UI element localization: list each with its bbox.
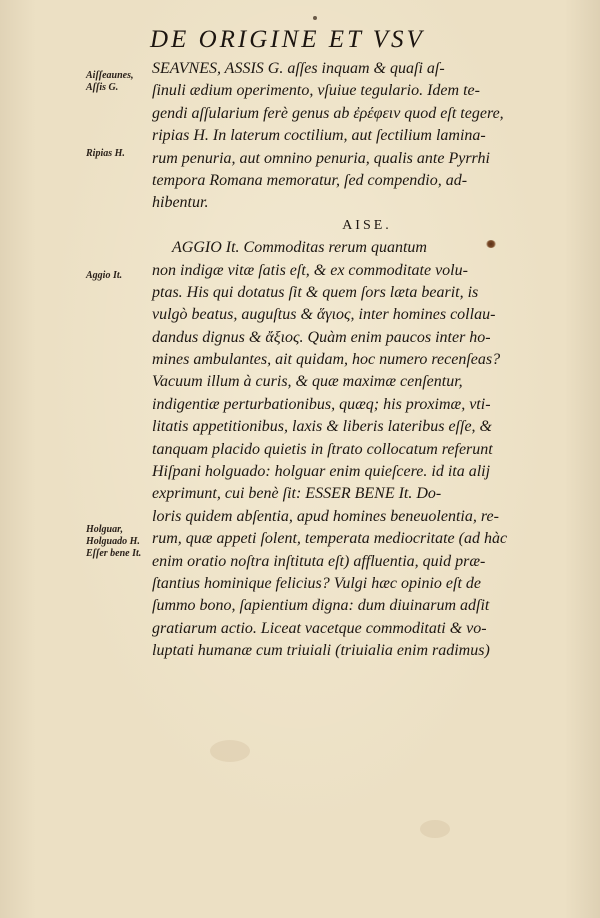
margin-note-holguar <box>86 524 156 560</box>
text-line: dandus dignus & ἄξιος. Quàm enim paucos inter ho- <box>152 328 491 346</box>
text-line: SEAVNES, ASSIS G. aſſes inquam & quaſi aſ- <box>152 60 445 77</box>
text-line: Hiſpani holguado: holguar enim quieſcere. id ita alij <box>152 463 491 481</box>
text-line: gratiarum actio. Liceat vacetque commoditati & vo- <box>152 619 487 637</box>
text-line: ptas. His qui dotatus ſit & quem ſors læta bearit, is <box>152 283 479 301</box>
text-line: indigentiæ perturbationibus, quæq; his proximæ, vti- <box>152 395 491 413</box>
text-line: mines ambulantes, ait quidam, hoc numero recenſeas? <box>152 351 501 369</box>
text-line: rum, quæ appeti ſolent, temperata mediocritate (ad hàc <box>152 530 508 548</box>
body-text <box>152 58 562 663</box>
text-line: tanquam placido quietis in ſtrato collocatum referunt <box>152 440 493 458</box>
text-line: tempora Romana memoratur, ſed compendio, ad- <box>152 171 468 189</box>
section-heading: AISE. <box>342 217 392 233</box>
margin-note-line: Aggio It. <box>86 270 123 281</box>
margin-note-line: Aiſſeaunes, <box>86 70 134 81</box>
text-line: ſummo bono, ſapientium digna: dum diuinarum adſit <box>152 597 490 615</box>
margin-note-line: Ripias H. <box>86 148 125 159</box>
text-line: exprimunt, cui benè ſit: ESSER BENE It. Do- <box>152 485 442 503</box>
text-line: vulgò beatus, auguſtus & ἅγιος, inter homines collau- <box>152 306 496 324</box>
margin-note-line: Holguado H. <box>86 536 140 547</box>
text-line: hibentur. <box>152 194 209 212</box>
margin-note-aisseaunes <box>86 70 156 94</box>
margin-note-line: Aſſis G. <box>86 82 119 93</box>
text-line: ſtantius hominique felicius? Vulgi hæc opinio eſt de <box>152 574 481 592</box>
margin-note-aggio <box>86 270 156 282</box>
text-line: ſinuli ædium operimento, vſuiue tegulario. Idem te- <box>152 82 480 100</box>
text-line: luptati humanæ cum triuiali (triuialia enim radimus) <box>152 642 490 660</box>
margin-note-ripias <box>86 148 156 160</box>
ink-dot <box>313 16 317 20</box>
running-head: DE ORIGINE ET VSV <box>150 26 425 53</box>
text-line: Vacuum illum à curis, & quæ maximæ cenſentur, <box>152 373 463 391</box>
text-line: litatis appetitionibus, laxis & liberis lateribus eſſe, & <box>152 418 492 436</box>
ink-blot <box>486 240 496 248</box>
text-line: enim oratio noſtra inſtituta eſt) affluentia, quid præ- <box>152 552 486 570</box>
text-line: rum penuria, aut omnino penuria, qualis ante Pyrrhi <box>152 149 490 167</box>
margin-note-line: Holguar, <box>86 524 123 535</box>
text-line: non indigæ vitæ ſatis eſt, & ex commoditate volu- <box>152 261 468 279</box>
paper-stain <box>210 740 250 762</box>
text-line: AGGIO It. Commoditas rerum quantum <box>172 239 427 257</box>
paper-stain <box>420 820 450 838</box>
margin-note-line: Eſſer bene It. <box>86 548 142 559</box>
text-line: gendi aſſularium ferè genus ab ἐρέφειν quod eſt tegere, <box>152 104 504 122</box>
text-line: ripias H. In laterum coctilium, aut ſectilium lamina- <box>152 127 486 145</box>
text-line: loris quidem abſentia, apud homines beneuolentia, re- <box>152 507 499 525</box>
